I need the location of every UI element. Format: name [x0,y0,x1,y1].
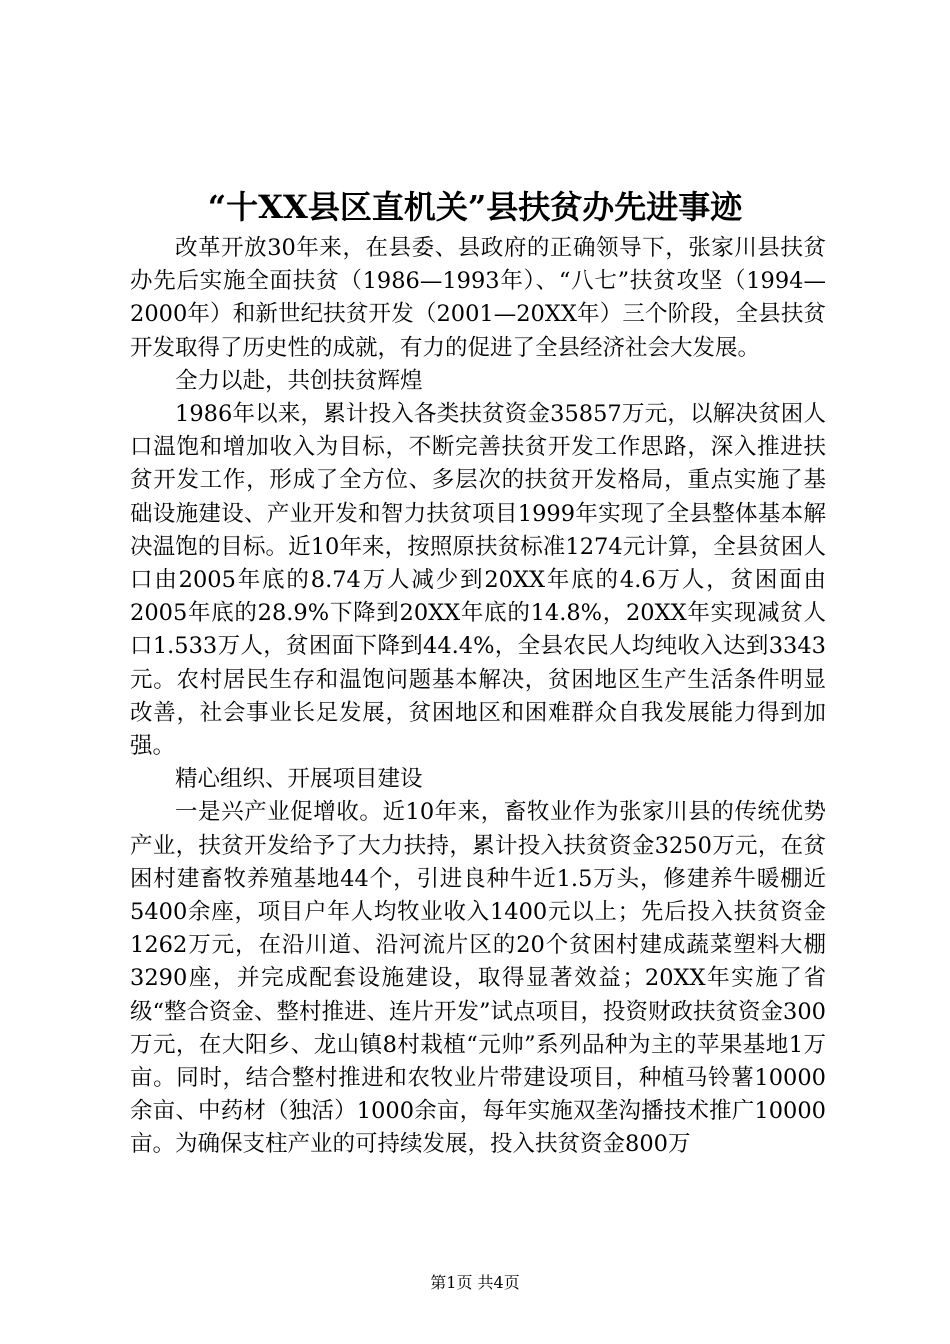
paragraph-industry: 一是兴产业促增收。近10年来，畜牧业作为张家川县的传统优势产业，扶贫开发给予了大力扶持，累计投入扶贫资金3250万元，在贫困村建畜牧养殖基地44个，引进良种牛近1.5万头，修建养牛暖棚近5400余座，项目户年人均牧业收入1400元以上；先后投入扶贫资金1262万元，在沿川道、沿河流片区的20个贫困村建成蔬菜塑料大棚3290座，并完成配套设施建设，取得显著效益；20XX年实施了省级“整合资金、整村推进、连片开发”试点项目，投资财政扶贫资金300万元，在大阳乡、龙山镇8村栽植“元帅”系列品种为主的苹果基地1万亩。同时，结合整村推进和农牧业片带建设项目，种植马铃薯10000余亩、中药材（独活）1000余亩，每年实施双垄沟播技术推广10000亩。为确保支柱产业的可持续发展，投入扶贫资金800万 [130,799,826,1158]
document-body [130,232,826,1162]
paragraph-achievements: 1986年以来，累计投入各类扶贫资金35857万元，以解决贫困人口温饱和增加收入为目标，不断完善扶贫开发工作思路，深入推进扶贫开发工作，形成了全方位、多层次的扶贫开发格局，重点实施了基础设施建设、产业开发和智力扶贫项目1999年实现了全县整体基本解决温饱的目标。近10年来，按照原扶贫标准1274元计算，全县贫困人口由2005年底的8.74万人减少到20XX年底的4.6万人，贫困面由2005年底的28.9%下降到20XX年底的14.8%，20XX年实现减贫人口1.533万人，贫困面下降到44.4%，全县农民人均纯收入达到3343元。农村居民生存和温饱问题基本解决，贫困地区生产生活条件明显改善，社会事业长足发展，贫困地区和困难群众自我发展能力得到加强。 [130,401,826,760]
section-heading-1: 全力以赴，共创扶贫辉煌 [175,367,423,394]
paragraph-intro: 改革开放30年来，在县委、县政府的正确领导下，张家川县扶贫办先后实施全面扶贫（1986—1993年）、“八七”扶贫攻坚（1994—2000年）和新世纪扶贫开发（2001—20XX年）三个阶段，全县扶贫开发取得了历史性的成就，有力的促进了全县经济社会大发展。 [130,235,826,361]
document-title: “十XX县区直机关”县扶贫办先进事迹 [207,188,743,226]
section-heading-2: 精心组织、开展项目建设 [175,766,423,793]
page-footer: 第1页 共4页 [430,1273,520,1292]
